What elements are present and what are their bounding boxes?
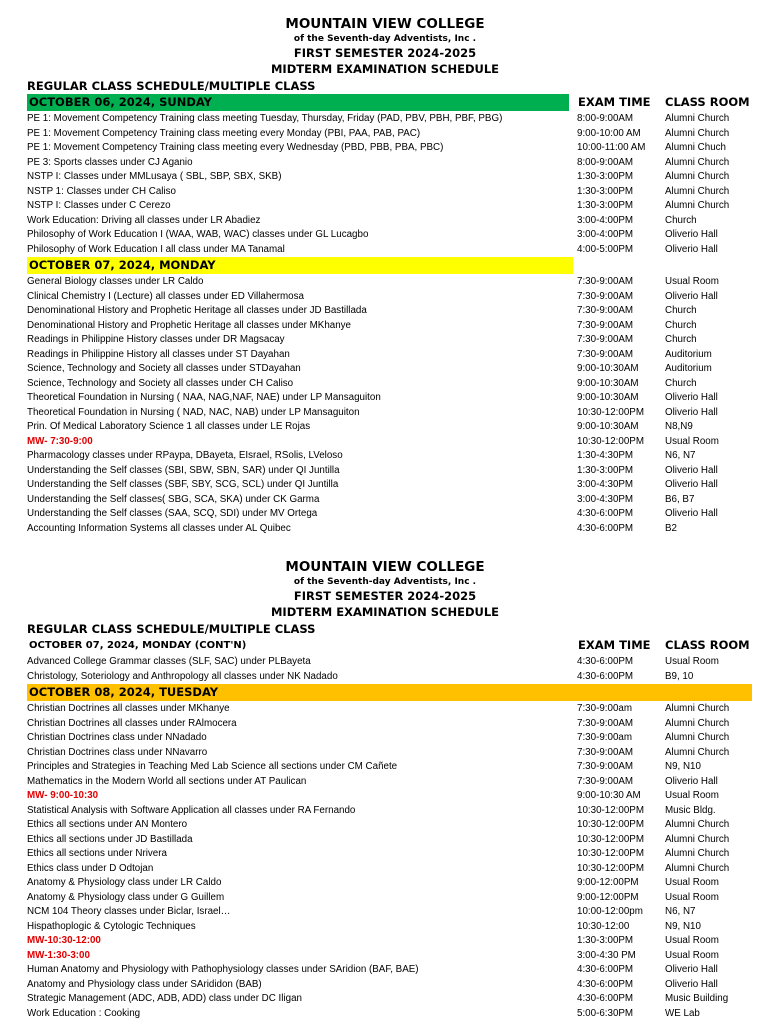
exam-time: 4:30-6:00PM <box>577 993 634 1004</box>
exam-time: 1:30-3:00PM <box>577 935 634 946</box>
college-name: MOUNTAIN VIEW COLLEGE <box>285 16 485 32</box>
class-room: Alumni Church <box>665 732 730 743</box>
schedule-row <box>27 348 767 363</box>
exam-time: 10:30-12:00PM <box>577 804 644 816</box>
class-room: Usual Room <box>665 435 719 447</box>
day-rows <box>27 275 767 536</box>
schedule-row <box>27 319 767 334</box>
class-room: Oliverio Hall <box>665 508 718 519</box>
exam-time: 7:30-9:00AM <box>577 746 634 758</box>
exam-time: 4:30-6:00PM <box>577 978 634 990</box>
exam-time: 9:00-10:00 AM <box>577 127 641 139</box>
class-room: Usual Room <box>665 877 719 888</box>
course-description: Philosophy of Work Education I all class under MA Tanamal <box>27 243 285 255</box>
course-description: Statistical Analysis with Software Application all classes under RA Fernando <box>27 804 356 816</box>
exam-time: 10:30-12:00PM <box>577 848 644 859</box>
course-description: Readings in Philippine History all classes under ST Dayahan <box>27 348 290 360</box>
exam-time: 9:00-10:30AM <box>577 392 639 403</box>
schedule-row <box>27 862 767 877</box>
schedule-row <box>27 478 767 493</box>
exam-time: 8:00-9:00AM <box>577 156 634 168</box>
exam-time: 3:00-4:30 PM <box>577 949 636 961</box>
schedule-row <box>27 391 767 406</box>
schedule-page-2 <box>27 559 767 1021</box>
course-description: NCM 104 Theory classes under Biclar, Israel… <box>27 906 231 917</box>
schedule-row <box>27 362 767 377</box>
exam-time: 7:30-9:00AM <box>577 334 634 345</box>
semester-title: FIRST SEMESTER 2024-2025 <box>293 589 477 603</box>
schedule-row <box>27 406 767 421</box>
class-room: B9, 10 <box>665 670 694 682</box>
exam-time: 9:00-10:30AM <box>577 363 639 374</box>
exam-time: 10:30-12:00 <box>577 920 630 932</box>
exam-time: 9:00-10:30 AM <box>577 790 641 801</box>
day-header <box>27 637 767 655</box>
course-description: Ethics all sections under AN Montero <box>27 819 188 830</box>
course-description: Anatomy & Physiology class under LR Caldo <box>27 877 222 888</box>
class-room: Alumni Church <box>665 156 730 168</box>
schedule-row <box>27 228 767 243</box>
course-description: Anatomy & Physiology class under G Guillem <box>27 891 225 903</box>
schedule-row <box>27 891 767 906</box>
schedule-row <box>27 905 767 920</box>
day-label: OCTOBER 06, 2024, SUNDAY <box>27 94 569 111</box>
course-description: Understanding the Self classes( SBG, SCA, SKA) under CK Garma <box>27 493 320 505</box>
schedule-row <box>27 847 767 862</box>
schedule-row <box>27 420 767 435</box>
exam-time: 7:30-9:00AM <box>577 290 634 302</box>
course-description: Understanding the Self classes (SBF, SBY, SCG, SCL) under QI Juntilla <box>27 479 339 490</box>
schedule-row <box>27 804 767 819</box>
course-description: NSTP I: Classes under MMLusaya ( SBL, SBP, SBX, SKB) <box>27 171 282 182</box>
class-room: N6, N7 <box>665 906 696 917</box>
class-room: Oliverio Hall <box>665 229 718 240</box>
exam-time: 3:00-4:00PM <box>577 214 634 226</box>
course-description: Christian Doctrines all classes under RAlmocera <box>27 717 237 729</box>
course-description: NSTP I: Classes under C Cerezo <box>27 200 171 211</box>
class-room: Alumni Church <box>665 833 730 845</box>
exam-time: 7:30-9:00AM <box>577 276 634 287</box>
class-room: Oliverio Hall <box>665 479 718 490</box>
schedule-row <box>27 978 767 993</box>
class-room: Alumni Church <box>665 819 730 830</box>
class-room: Usual Room <box>665 891 719 903</box>
schedule-row <box>27 377 767 392</box>
class-room-header: CLASS ROOM <box>665 95 750 109</box>
class-room: Alumni Church <box>665 185 730 197</box>
schedule-row <box>27 833 767 848</box>
schedule-row <box>27 655 767 670</box>
day-rows <box>27 702 767 1021</box>
course-description: PE 3: Sports classes under CJ Aganio <box>27 156 193 168</box>
class-room: Alumni Chuch <box>665 142 726 153</box>
exam-time: 3:00-4:00PM <box>577 229 634 240</box>
day-rows <box>27 655 767 684</box>
schedule-row <box>27 170 767 185</box>
class-room: Oliverio Hall <box>665 243 718 255</box>
schedule-row <box>27 112 767 127</box>
day-label: OCTOBER 07, 2024, MONDAY <box>27 257 573 274</box>
class-room: Auditorium <box>665 348 712 360</box>
class-room: B2 <box>665 522 677 534</box>
course-description: PE 1: Movement Competency Training class meeting every Monday (PBI, PAA, PAB, PAC) <box>27 127 421 139</box>
schedule-title: REGULAR CLASS SCHEDULE/MULTIPLE CLASS <box>27 622 316 636</box>
exam-time: 10:00-11:00 AM <box>577 142 646 153</box>
schedule-row <box>27 670 767 685</box>
day-rows <box>27 112 767 257</box>
exam-time: 10:30-12:00PM <box>577 862 644 874</box>
class-room: Church <box>665 305 697 316</box>
course-description: Understanding the Self classes (SBI, SBW, SBN, SAR) under QI Juntilla <box>27 464 340 476</box>
schedule-row <box>27 949 767 964</box>
class-room: Auditorium <box>665 363 712 374</box>
exam-time: 10:30-12:00PM <box>577 833 644 845</box>
course-description: Human Anatomy and Physiology with Pathophysiology classes under SAridion (BAF, BAE) <box>27 964 419 975</box>
exam-time: 1:30-3:00PM <box>577 464 634 476</box>
day-header <box>27 257 767 275</box>
exam-time: 4:30-6:00PM <box>577 656 634 667</box>
schedule-row <box>27 775 767 790</box>
schedule-row <box>27 717 767 732</box>
class-room: Alumni Church <box>665 127 730 139</box>
exam-time: 3:00-4:30PM <box>577 479 634 490</box>
schedule-row <box>27 275 767 290</box>
exam-time: 10:00-12:00pm <box>577 906 643 917</box>
exam-time: 7:30-9:00AM <box>577 775 634 787</box>
course-description: Theoretical Foundation in Nursing ( NAA, NAG,NAF, NAE) under LP Mansaguiton <box>27 392 381 403</box>
class-room: N8,N9 <box>665 421 693 432</box>
exam-time: 7:30-9:00AM <box>577 717 634 729</box>
exam-title: MIDTERM EXAMINATION SCHEDULE <box>270 605 500 619</box>
schedule-row <box>27 760 767 775</box>
class-room: N9, N10 <box>665 761 701 772</box>
semester-title: FIRST SEMESTER 2024-2025 <box>293 46 477 60</box>
schedule-row <box>27 934 767 949</box>
exam-time: 9:00-12:00PM <box>577 877 639 888</box>
schedule-row <box>27 449 767 464</box>
course-description: Hispathoplogic & Cytologic Techniques <box>27 920 196 932</box>
exam-title: MIDTERM EXAMINATION SCHEDULE <box>270 62 500 76</box>
class-room: Usual Room <box>665 949 719 961</box>
exam-time: 7:30-9:00AM <box>577 319 634 331</box>
course-description: Christian Doctrines all classes under MKhanye <box>27 703 230 714</box>
exam-time: 4:30-6:00PM <box>577 670 634 682</box>
class-room: Music Building <box>665 993 729 1004</box>
class-room: Alumni Church <box>665 717 730 729</box>
exam-time: 10:30-12:00PM <box>577 819 644 830</box>
exam-time: 7:30-9:00AM <box>577 761 634 772</box>
exam-time: 9:00-10:30AM <box>577 421 639 432</box>
course-description: Science, Technology and Society all classes under STDayahan <box>27 363 301 374</box>
college-subtitle: of the Seventh-day Adventists, Inc . <box>293 34 477 44</box>
course-description: Prin. Of Medical Laboratory Science 1 all classes under LE Rojas <box>27 421 311 432</box>
exam-time: 8:00-9:00AM <box>577 113 634 124</box>
exam-time: 9:00-12:00PM <box>577 891 639 903</box>
course-description: General Biology classes under LR Caldo <box>27 276 204 287</box>
schedule-row <box>27 920 767 935</box>
course-description: MW- 7:30-9:00 <box>27 435 93 447</box>
course-description: Ethics all sections under Nrivera <box>27 848 167 859</box>
schedule-row <box>27 185 767 200</box>
exam-time: 4:30-6:00PM <box>577 964 634 975</box>
course-description: PE 1: Movement Competency Training class meeting every Wednesday (PBD, PBB, PBA, PBC) <box>27 142 444 153</box>
class-room: Usual Room <box>665 656 719 667</box>
course-description: Science, Technology and Society all classes under CH Caliso <box>27 377 294 389</box>
schedule-row <box>27 702 767 717</box>
course-description: Work Education : Cooking <box>27 1007 141 1019</box>
class-room: Oliverio Hall <box>665 406 718 418</box>
class-room: Oliverio Hall <box>665 775 718 787</box>
schedule-row <box>27 304 767 319</box>
schedule-row <box>27 992 767 1007</box>
schedule-row <box>27 214 767 229</box>
class-room: Oliverio Hall <box>665 978 718 990</box>
course-description: Christology, Soteriology and Anthropology all classes under NK Nadado <box>27 670 338 682</box>
class-room: Alumni Church <box>665 113 730 124</box>
college-name: MOUNTAIN VIEW COLLEGE <box>285 559 485 575</box>
schedule-row <box>27 731 767 746</box>
course-description: Accounting Information Systems all classes under AL Quibec <box>27 522 291 534</box>
exam-time: 1:30-4:30PM <box>577 450 634 461</box>
schedule-row <box>27 156 767 171</box>
class-room: Alumni Church <box>665 171 730 182</box>
course-description: Work Education: Driving all classes under LR Abadiez <box>27 214 261 226</box>
course-description: MW-1:30-3:00 <box>27 949 90 961</box>
course-description: Ethics class under D Odtojan <box>27 862 154 874</box>
schedule-row <box>27 522 767 537</box>
exam-time: 7:30-9:00am <box>577 703 633 714</box>
schedule-row <box>27 493 767 508</box>
schedule-row <box>27 464 767 479</box>
course-description: Readings in Philippine History classes under DR Magsacay <box>27 334 285 345</box>
course-description: Christian Doctrines class under NNavarro <box>27 746 208 758</box>
class-room: Alumni Church <box>665 703 730 714</box>
day-header <box>27 684 767 702</box>
class-room: Oliverio Hall <box>665 392 718 403</box>
class-room: WE Lab <box>665 1007 700 1019</box>
class-room: Music Bldg. <box>665 804 716 816</box>
class-room: Usual Room <box>665 935 719 946</box>
schedule-row <box>27 818 767 833</box>
class-room: N6, N7 <box>665 450 696 461</box>
schedule-row <box>27 199 767 214</box>
exam-time: 10:30-12:00PM <box>577 435 644 447</box>
exam-time: 1:30-3:00PM <box>577 185 634 197</box>
schedule-row <box>27 507 767 522</box>
day-label: OCTOBER 08, 2024, TUESDAY <box>27 684 752 701</box>
course-description: Understanding the Self classes (SAA, SCQ, SDI) under MV Ortega <box>27 508 318 519</box>
exam-time: 7:30-9:00AM <box>577 348 634 360</box>
course-description: Mathematics in the Modern World all sections under AT Paulican <box>27 775 307 787</box>
exam-time-header: EXAM TIME <box>578 95 651 109</box>
schedule-row <box>27 789 767 804</box>
schedule-row <box>27 1007 767 1022</box>
day-header <box>27 94 767 112</box>
class-room: B6, B7 <box>665 493 695 505</box>
document-header <box>27 16 743 78</box>
course-description: Christian Doctrines class under NNadado <box>27 732 207 743</box>
college-subtitle: of the Seventh-day Adventists, Inc . <box>293 577 477 587</box>
exam-time: 1:30-3:00PM <box>577 171 634 182</box>
class-room: N9, N10 <box>665 920 701 932</box>
class-room: Oliverio Hall <box>665 964 718 975</box>
course-description: Clinical Chemistry I (Lecture) all classes under ED Villahermosa <box>27 290 304 302</box>
exam-time-header: EXAM TIME <box>578 638 651 652</box>
class-room: Oliverio Hall <box>665 290 718 302</box>
exam-time: 4:00-5:00PM <box>577 243 634 255</box>
exam-time: 7:30-9:00am <box>577 732 633 743</box>
schedule-row <box>27 290 767 305</box>
course-description: Denominational History and Prophetic Heritage all classes under JD Bastillada <box>27 305 367 316</box>
day-label: OCTOBER 07, 2024, MONDAY (CONT'N) <box>29 640 247 651</box>
class-room: Usual Room <box>665 790 719 801</box>
course-description: Advanced College Grammar classes (SLF, SAC) under PLBayeta <box>27 656 311 667</box>
class-room: Church <box>665 377 697 389</box>
course-description: MW- 9:00-10:30 <box>27 790 99 801</box>
course-description: PE 1: Movement Competency Training class meeting Tuesday, Thursday, Friday (PAD, PBV, PBH, PBF, PBG) <box>27 113 503 124</box>
schedule-page-1 <box>27 16 767 536</box>
exam-time: 1:30-3:00PM <box>577 200 634 211</box>
course-description: Anatomy and Physiology class under SArididon (BAB) <box>27 978 262 990</box>
exam-time: 3:00-4:30PM <box>577 493 634 505</box>
class-room: Usual Room <box>665 276 719 287</box>
schedule-row <box>27 333 767 348</box>
exam-time: 7:30-9:00AM <box>577 305 634 316</box>
class-room: Alumni Church <box>665 200 730 211</box>
exam-time: 4:30-6:00PM <box>577 508 634 519</box>
document-header <box>27 559 743 621</box>
exam-time: 10:30-12:00PM <box>577 406 644 418</box>
class-room: Oliverio Hall <box>665 464 718 476</box>
schedule-row <box>27 876 767 891</box>
course-description: Pharmacology classes under RPaypa, DBayeta, EIsrael, RSolis, LVeloso <box>27 450 343 461</box>
class-room: Alumni Church <box>665 848 730 859</box>
course-description: Theoretical Foundation in Nursing ( NAD, NAC, NAB) under LP Mansaguiton <box>27 406 360 418</box>
course-description: Denominational History and Prophetic Heritage all classes under MKhanye <box>27 319 352 331</box>
course-description: Philosophy of Work Education I (WAA, WAB, WAC) classes under GL Lucagbo <box>27 229 369 240</box>
exam-time: 5:00-6:30PM <box>577 1007 634 1019</box>
course-description: NSTP 1: Classes under CH Caliso <box>27 185 177 197</box>
course-description: Strategic Management (ADC, ADB, ADD) class under DC Iligan <box>27 993 302 1004</box>
course-description: Ethics all sections under JD Bastillada <box>27 833 193 845</box>
schedule-row <box>27 141 767 156</box>
course-description: MW-10:30-12:00 <box>27 935 101 946</box>
class-room: Church <box>665 319 697 331</box>
class-room-header: CLASS ROOM <box>665 638 750 652</box>
class-room: Church <box>665 334 697 345</box>
exam-time: 9:00-10:30AM <box>577 377 639 389</box>
course-description: Principles and Strategies in Teaching Med Lab Science all sections under CM Cañete <box>27 761 398 772</box>
schedule-row <box>27 963 767 978</box>
class-room: Church <box>665 214 697 226</box>
schedule-row <box>27 127 767 142</box>
schedule-row <box>27 435 767 450</box>
schedule-title: REGULAR CLASS SCHEDULE/MULTIPLE CLASS <box>27 79 316 93</box>
class-room: Alumni Church <box>665 746 730 758</box>
schedule-row <box>27 243 767 258</box>
class-room: Alumni Church <box>665 862 730 874</box>
exam-time: 4:30-6:00PM <box>577 522 634 534</box>
schedule-row <box>27 746 767 761</box>
